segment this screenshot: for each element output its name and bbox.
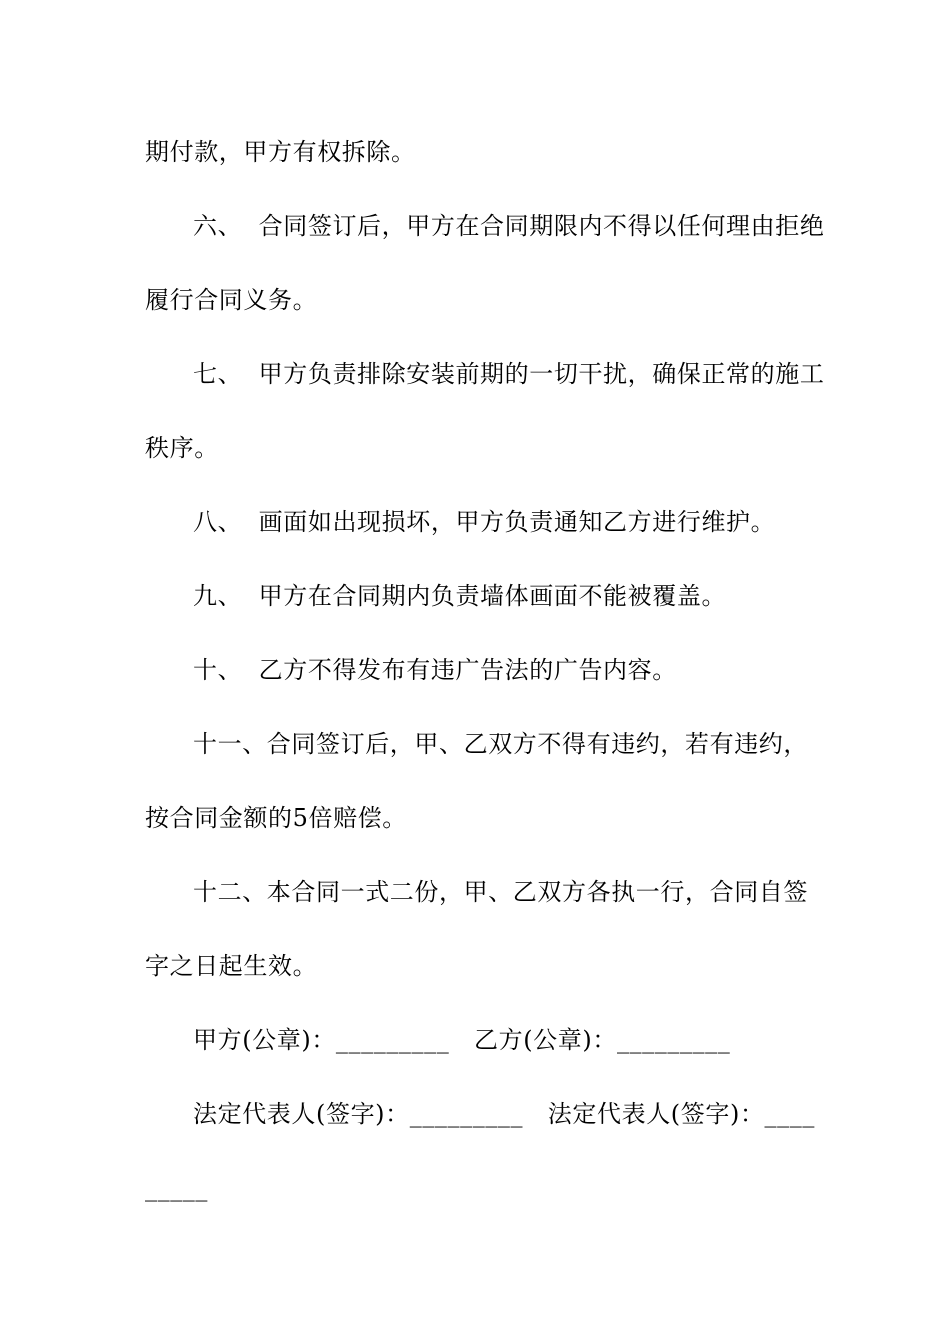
clause-nine: 九、 甲方在合同期内负责墙体画面不能被覆盖。: [193, 582, 727, 610]
party-seal-line: 甲方(公章)：_________ 乙方(公章)：_________: [193, 1026, 731, 1054]
clause-eleven-continuation: 按合同金额的5倍赔偿。: [145, 804, 407, 832]
clause-six-continuation: 履行合同义务。: [145, 286, 318, 314]
clause-eight: 八、 画面如出现损坏，甲方负责通知乙方进行维护。: [193, 508, 776, 536]
clause-seven-continuation: 秩序。: [145, 434, 219, 462]
clause-twelve-continuation: 字之日起生效。: [145, 952, 318, 980]
clause-six: 六、 合同签订后，甲方在合同期限内不得以任何理由拒绝: [193, 212, 825, 240]
clause-twelve: 十二、本合同一式二份，甲、乙双方各执一行，合同自签: [193, 878, 808, 906]
clause-ten: 十、 乙方不得发布有违广告法的广告内容。: [193, 656, 677, 684]
clause-eleven: 十一、合同签订后，甲、乙双方不得有违约，若有违约，: [193, 730, 808, 758]
clause-five-continuation: 期付款，甲方有权拆除。: [145, 138, 416, 166]
legal-representative-signature-line: 法定代表人(签字)：_________ 法定代表人(签字)：____: [193, 1100, 815, 1128]
signature-line-continuation: _____: [145, 1174, 208, 1202]
clause-seven: 七、 甲方负责排除安装前期的一切干扰，确保正常的施工: [193, 360, 825, 388]
